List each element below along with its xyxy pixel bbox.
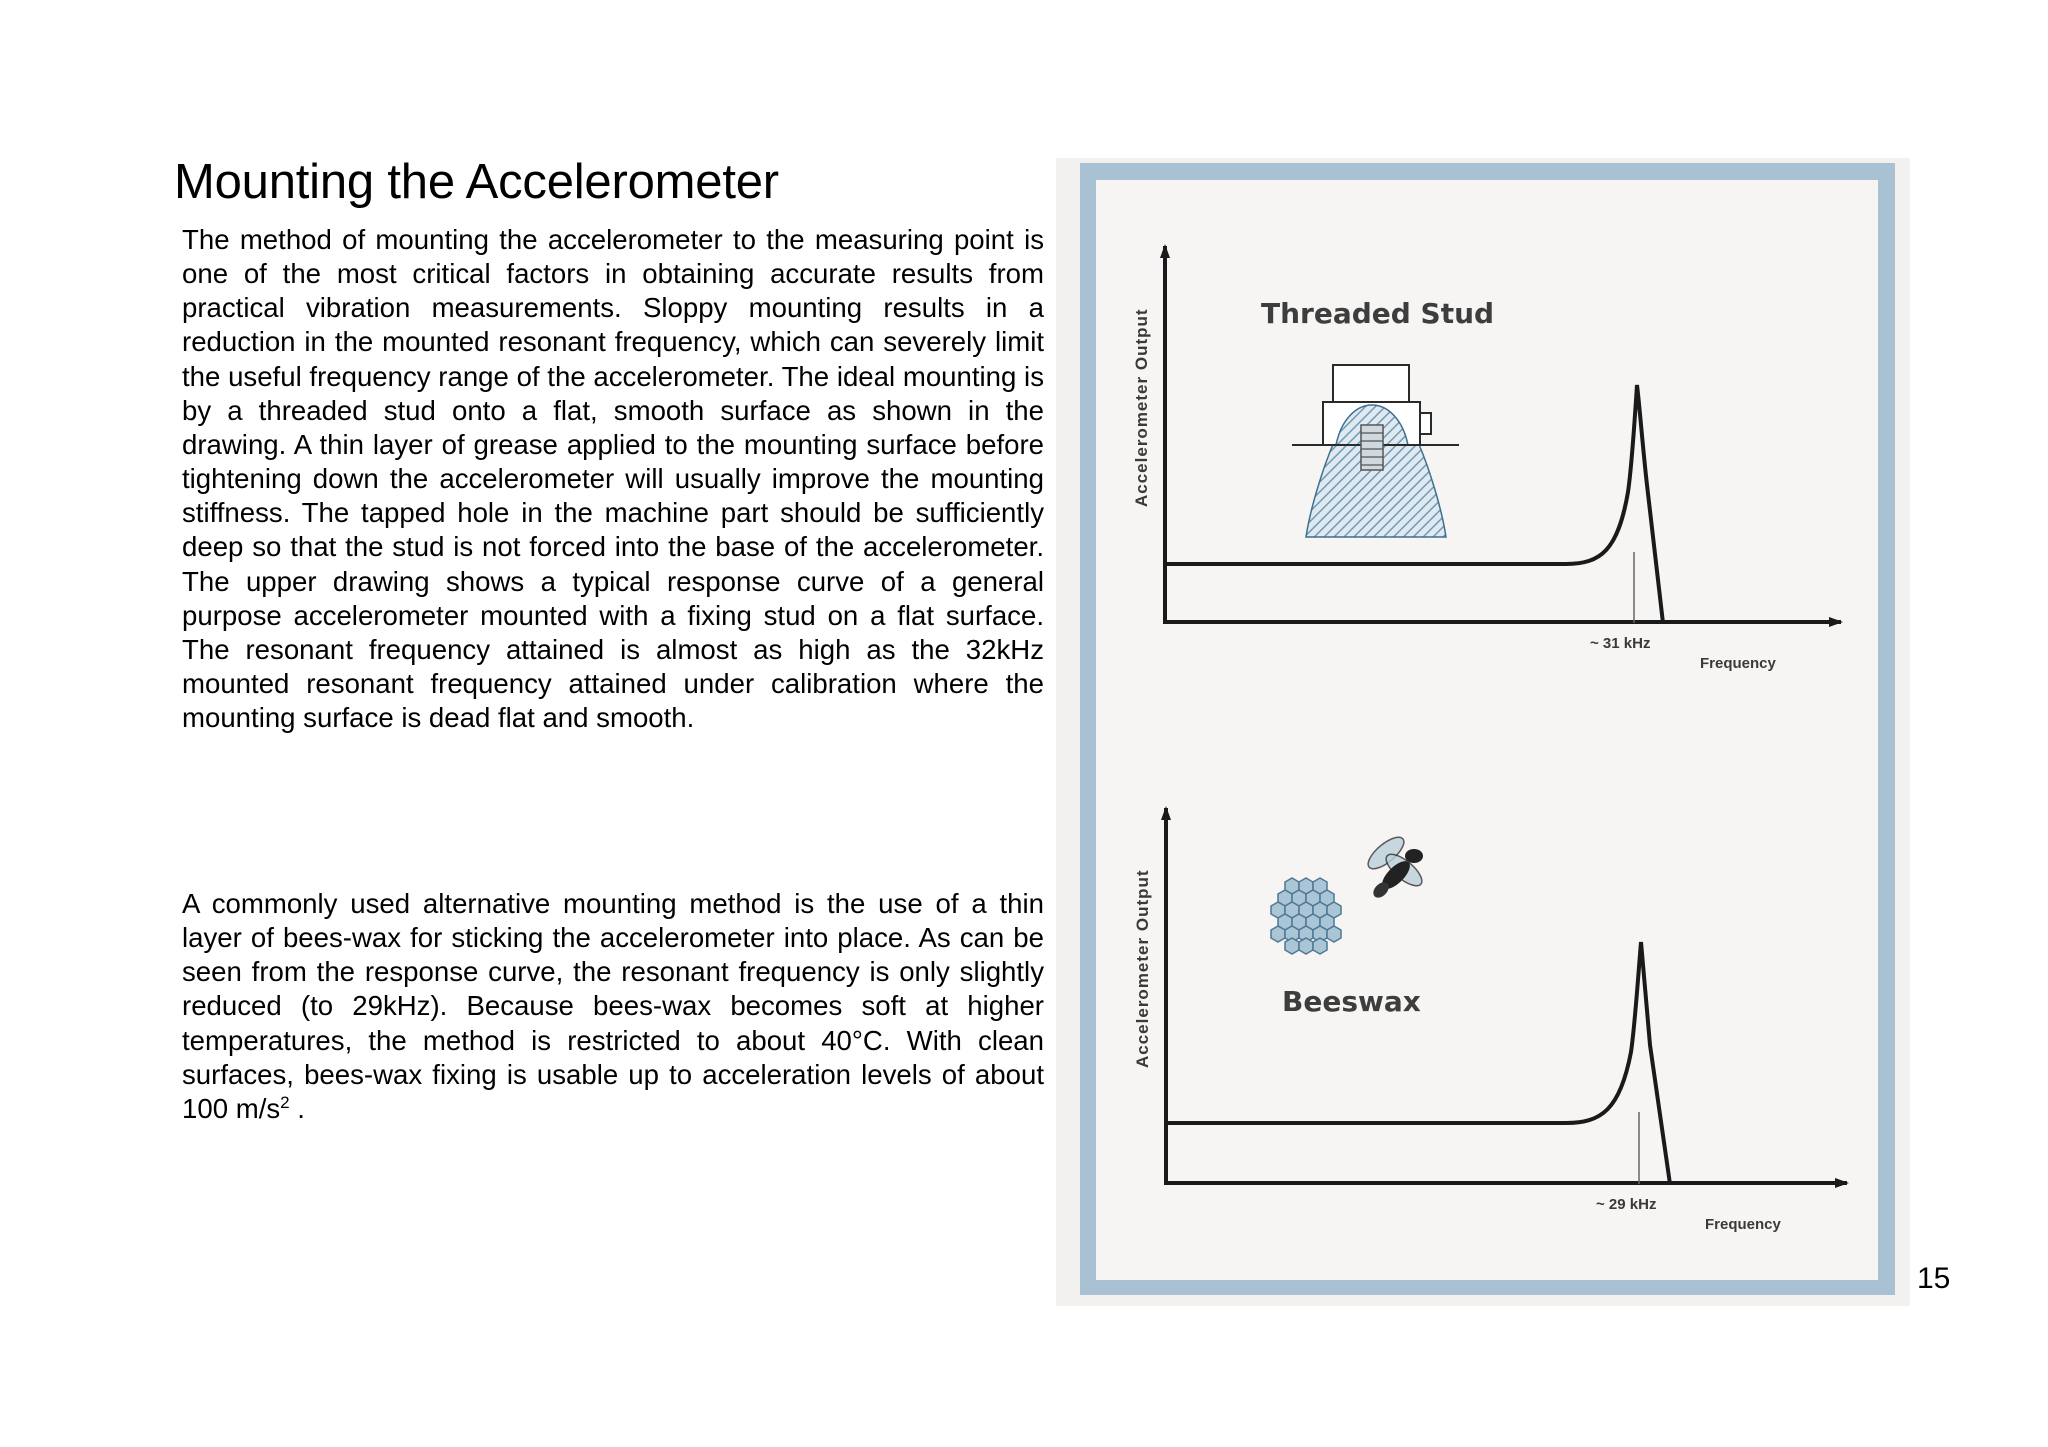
superscript-2: 2	[280, 1092, 290, 1112]
connector	[1420, 413, 1431, 434]
top-chart-label: Threaded Stud	[1261, 297, 1495, 330]
body-paragraph-1: The method of mounting the accelerometer to the measuring point is one of the most critical factors in obtaining accurate results from practical vibration measurements. Sloppy mounting results in a reduction in the mounted resonant frequency, which can severely limit the useful frequency range of the accelerometer. The ideal mounting is by a threaded stud onto a flat, smooth surface as shown in the drawing. A thin layer of grease applied to the mounting surface before tightening down the accelerometer will usually improve the mounting stiffness. The tapped hole in the machine part should be sufficiently deep so that the stud is not forced into the base of the accelerometer. The upper drawing shows a typical response curve of a general purpose accelerometer mounted with a fixing stud on a flat surface. The resonant frequency attained is almost as high as the 32kHz mounted resonant frequency attained under calibration where the mounting surface is dead flat and smooth.	[182, 224, 1044, 734]
top-xlabel: Frequency	[1700, 655, 1776, 672]
bottom-xlabel: Frequency	[1705, 1216, 1781, 1233]
top-ylabel: Accelerometer Output	[1132, 308, 1151, 507]
bottom-ylabel: Accelerometer Output	[1133, 869, 1152, 1068]
body-paragraph-2-end: .	[289, 1092, 305, 1124]
bottom-resonance-label: ~ 29 kHz	[1596, 1196, 1657, 1213]
accelerometer-top	[1333, 365, 1409, 402]
top-resonance-label: ~ 31 kHz	[1590, 635, 1651, 652]
figure-panel	[1096, 180, 1878, 1280]
threaded-stud	[1361, 425, 1383, 470]
body-paragraph-2-text: A commonly used alternative mounting method is the use of a thin layer of bees-wax for sticking the accelerometer into place. As can be seen from the response curve, the resonant frequency is only slightly reduced (to 29kHz). Because bees-wax becomes soft at higher temperatures, the method is restricted to about 40°C. With clean surfaces, bees-wax fixing is usable up to acceleration levels of about 100 m/s	[182, 888, 1044, 1124]
figure-response-curves	[1096, 180, 1878, 1280]
body-paragraph-2	[182, 887, 1044, 1126]
page-number: 15	[1917, 1262, 1951, 1295]
bottom-chart-label: Beeswax	[1282, 985, 1421, 1018]
page-title: Mounting the Accelerometer	[174, 155, 779, 209]
